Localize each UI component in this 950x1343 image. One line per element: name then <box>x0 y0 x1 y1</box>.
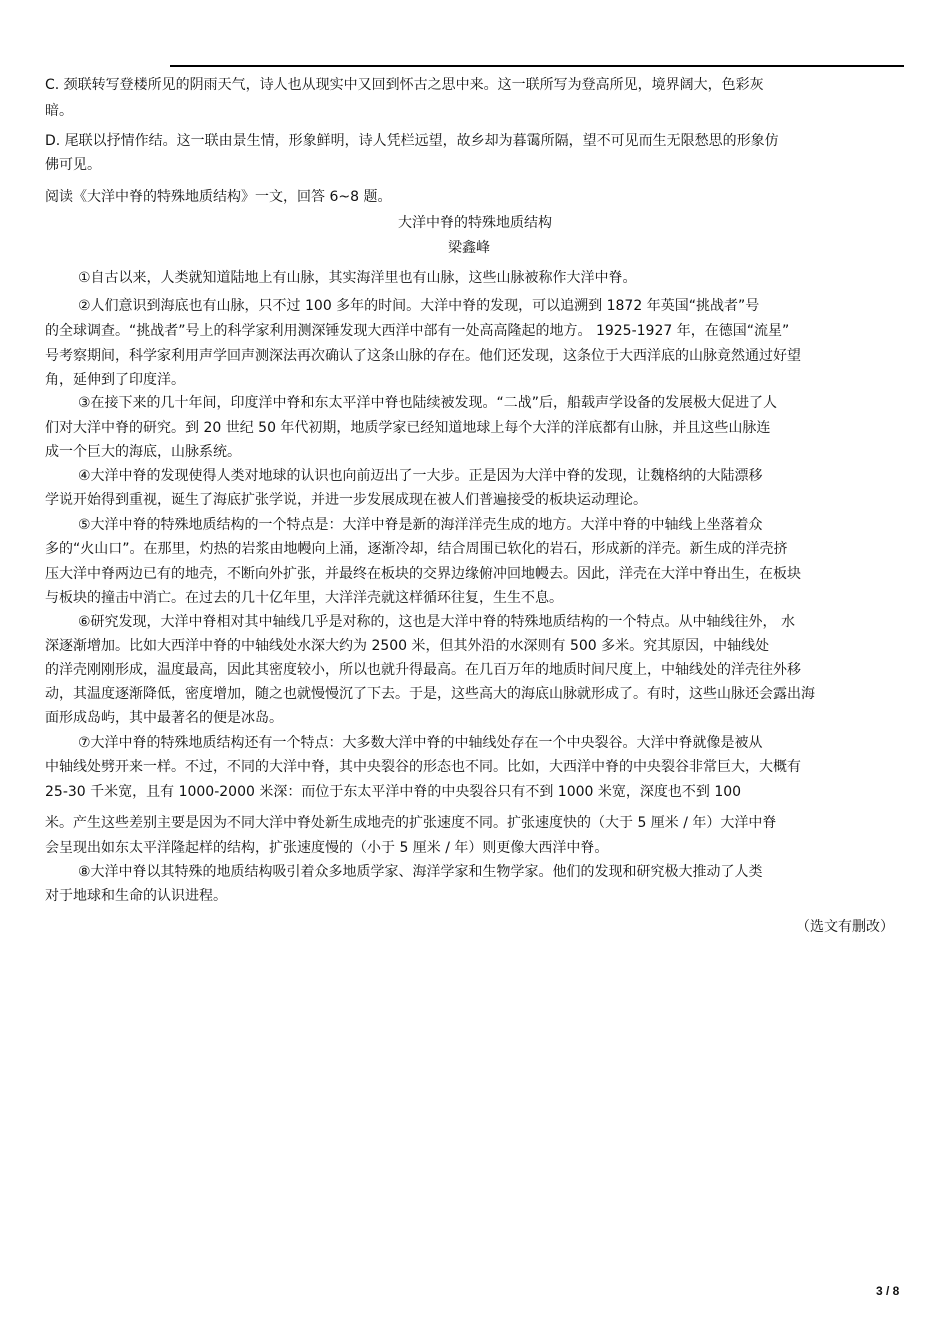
option-d-line-2: 佛可见。 <box>45 157 101 173</box>
paragraph-6-line: 深逐渐增加。比如大西洋中脊的中轴线处水深大约为 2500 米，但其外沿的水深则有 500 多米。究其原因，中轴线处 <box>45 638 770 654</box>
paragraph-6-line: ⑥研究发现，大洋中脊相对其中轴线几乎是对称的，这也是大洋中脊的特殊地质结构的一个特点。从中轴线往外， 水 <box>78 614 795 630</box>
paragraph-7-line: 米。产生这些差别主要是因为不同大洋中脊处新生成地壳的扩张速度不同。扩张速度快的（大于 5 厘米 / 年）大洋中脊 <box>45 815 777 831</box>
paragraph-5-line: 压大洋中脊两边已有的地壳，不断向外扩张，并最终在板块的交界边缘俯冲回地幔去。因此，洋壳在大洋中脊出生，在板块 <box>45 566 801 582</box>
article-author: 梁鑫峰 <box>448 240 490 256</box>
paragraph-3-line: 成一个巨大的海底，山脉系统。 <box>45 444 241 460</box>
header-rule <box>170 65 904 67</box>
option-c-line-2: 暗。 <box>45 103 73 119</box>
page-number: 3 / 8 <box>876 1284 900 1298</box>
paragraph-7-line: 25-30 千米宽，且有 1000-2000 米深：而位于东太平洋中脊的中央裂谷只有不到 1000 米宽，深度也不到 100 <box>45 784 742 800</box>
paragraph-5-line: 与板块的撞击中消亡。在过去的几十亿年里，大洋洋壳就这样循环往复，生生不息。 <box>45 590 563 606</box>
paragraph-2-line: 角，延伸到了印度洋。 <box>45 372 185 388</box>
paragraph-4-line: 学说开始得到重视，诞生了海底扩张学说，并进一步发展成现在被人们普遍接受的板块运动理论。 <box>45 492 647 508</box>
paragraph-3-line: 们对大洋中脊的研究。到 20 世纪 50 年代初期，地质学家已经知道地球上每个大洋的洋底都有山脉，并且这些山脉连 <box>45 420 771 436</box>
paragraph-4-line: ④大洋中脊的发现使得人类对地球的认识也向前迈出了一大步。正是因为大洋中脊的发现，让魏格纳的大陆漂移 <box>78 468 763 484</box>
paragraph-1: ①自古以来，人类就知道陆地上有山脉，其实海洋里也有山脉，这些山脉被称作大洋中脊。 <box>78 270 637 286</box>
paragraph-5-line: ⑤大洋中脊的特殊地质结构的一个特点是：大洋中脊是新的海洋洋壳生成的地方。大洋中脊的中轴线上坐落着众 <box>78 517 763 533</box>
paragraph-7-line: ⑦大洋中脊的特殊地质结构还有一个特点：大多数大洋中脊的中轴线处存在一个中央裂谷。大洋中脊就像是被从 <box>78 735 763 751</box>
paragraph-8-line: ⑧大洋中脊以其特殊的地质结构吸引着众多地质学家、海洋学家和生物学家。他们的发现和研究极大推动了人类 <box>78 864 763 880</box>
option-d-line-1: D. 尾联以抒情作结。这一联由景生情，形象鲜明，诗人凭栏远望，故乡却为暮霭所隔，望不可见而生无限愁思的形象仿 <box>45 133 779 149</box>
paragraph-2-line: ②人们意识到海底也有山脉，只不过 100 多年的时间。大洋中脊的发现，可以追溯到 1872 年英国“挑战者”号 <box>78 298 760 314</box>
reading-instruction: 阅读《大洋中脊的特殊地质结构》一文，回答 6~8 题。 <box>45 189 392 205</box>
paragraph-8-line: 对于地球和生命的认识进程。 <box>45 888 227 904</box>
paragraph-7-line: 中轴线处劈开来一样。不过，不同的大洋中脊，其中央裂谷的形态也不同。比如，大西洋中脊的中央裂谷非常巨大，大概有 <box>45 759 801 775</box>
paragraph-5-line: 多的“火山口”。在那里，灼热的岩浆由地幔向上涌，逐渐冷却，结合周围已软化的岩石，形成新的洋壳。新生成的洋壳挤 <box>45 541 788 557</box>
source-note: （选文有删改） <box>796 919 894 935</box>
paragraph-7-line: 会呈现出如东太平洋隆起样的结构，扩张速度慢的（小于 5 厘米 / 年）则更像大西洋中脊。 <box>45 840 609 856</box>
article-title: 大洋中脊的特殊地质结构 <box>398 215 552 231</box>
paragraph-2-line: 号考察期间，科学家利用声学回声测深法再次确认了这条山脉的存在。他们还发现，这条位于大西洋底的山脉竟然通过好望 <box>45 348 801 364</box>
option-c-line-1: C. 颈联转写登楼所见的阴雨天气，诗人也从现实中又回到怀古之思中来。这一联所写为登高所见，境界阔大，色彩灰 <box>45 77 764 93</box>
paragraph-2-line: 的全球调查。“挑战者”号上的科学家利用测深锤发现大西洋中部有一处高高隆起的地方。 1925-1927 年，在德国“流星” <box>45 323 790 339</box>
paragraph-6-line: 的洋壳刚刚形成，温度最高，因此其密度较小，所以也就升得最高。在几百万年的地质时间尺度上，中轴线处的洋壳往外移 <box>45 662 801 678</box>
paragraph-6-line: 面形成岛屿，其中最著名的便是冰岛。 <box>45 710 283 726</box>
paragraph-6-line: 动，其温度逐渐降低，密度增加，随之也就慢慢沉了下去。于是，这些高大的海底山脉就形成了。有时，这些山脉还会露出海 <box>45 686 815 702</box>
paragraph-3-line: ③在接下来的几十年间，印度洋中脊和东太平洋中脊也陆续被发现。“二战”后，船载声学设备的发展极大促进了人 <box>78 395 778 411</box>
